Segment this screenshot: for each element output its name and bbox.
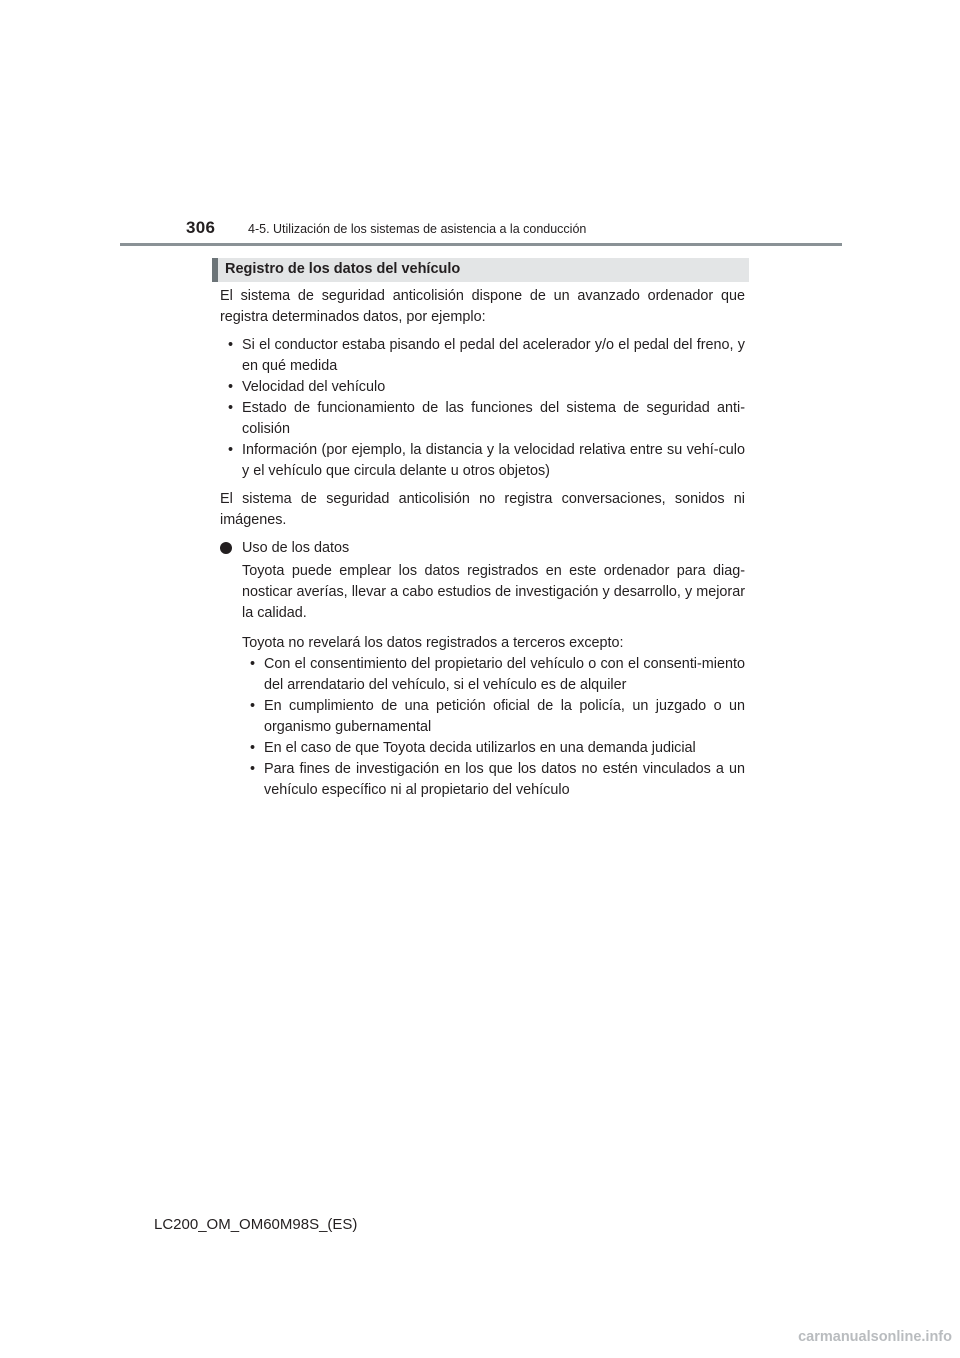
list-item: • Para fines de investigación en los que los datos no estén vinculados a un vehículo específico ni al propietario del vehículo [242, 759, 745, 801]
page-number: 306 [186, 218, 216, 237]
subsection-body [220, 561, 745, 801]
subsection-heading [220, 538, 745, 559]
list-item: • Con el consentimiento del propietario del vehículo o con el consenti-miento del arrendatario del vehículo, si el vehículo es de alquiler [242, 654, 745, 696]
not-recorded-paragraph: El sistema de seguridad anticolisión no registra conversaciones, sonidos ni imágenes. [220, 491, 745, 528]
footer-doc-code: LC200_OM_OM60M98S_(ES) [154, 1216, 358, 1233]
section-header-bar [212, 258, 218, 282]
recorded-data-list [220, 335, 745, 482]
subsection-title: Uso de los datos [242, 540, 350, 556]
list-item: • Si el conductor estaba pisando el pedal del acelerador y/o el pedal del freno, y en qué medida [220, 335, 745, 377]
section-header [212, 258, 749, 282]
exceptions-list [242, 654, 745, 801]
section-content [220, 286, 745, 808]
list-item: • Velocidad del vehículo [220, 377, 745, 398]
watermark: carmanualsonline.info [798, 1329, 952, 1345]
list-item: • En cumplimiento de una petición oficial de la policía, un juzgado o un organismo gubernamental [242, 696, 745, 738]
chapter-title: 4-5. Utilización de los sistemas de asistencia a la conducción [248, 222, 587, 236]
header-divider [120, 243, 842, 246]
intro-paragraph: El sistema de seguridad anticolisión dispone de un avanzado ordenador que registra determinados datos, por ejemplo: [220, 288, 745, 325]
disclosure-paragraph: Toyota no revelará los datos registrados a terceros excepto: [242, 635, 624, 651]
list-item: • Estado de funcionamiento de las funciones del sistema de seguridad anti-colisión [220, 398, 745, 440]
list-item: • Información (por ejemplo, la distancia y la velocidad relativa entre su vehí-culo y el vehículo que circula delante u otros objetos) [220, 440, 745, 482]
list-item: • En el caso de que Toyota decida utilizarlos en una demanda judicial [242, 738, 745, 759]
use-paragraph: Toyota puede emplear los datos registrados en este ordenador para diag-nosticar averías, llevar a cabo estudios de investigación y desarrollo, y mejorar la calidad. [242, 563, 745, 621]
filled-circle-icon [220, 542, 232, 554]
section-title: Registro de los datos del vehículo [225, 261, 461, 277]
